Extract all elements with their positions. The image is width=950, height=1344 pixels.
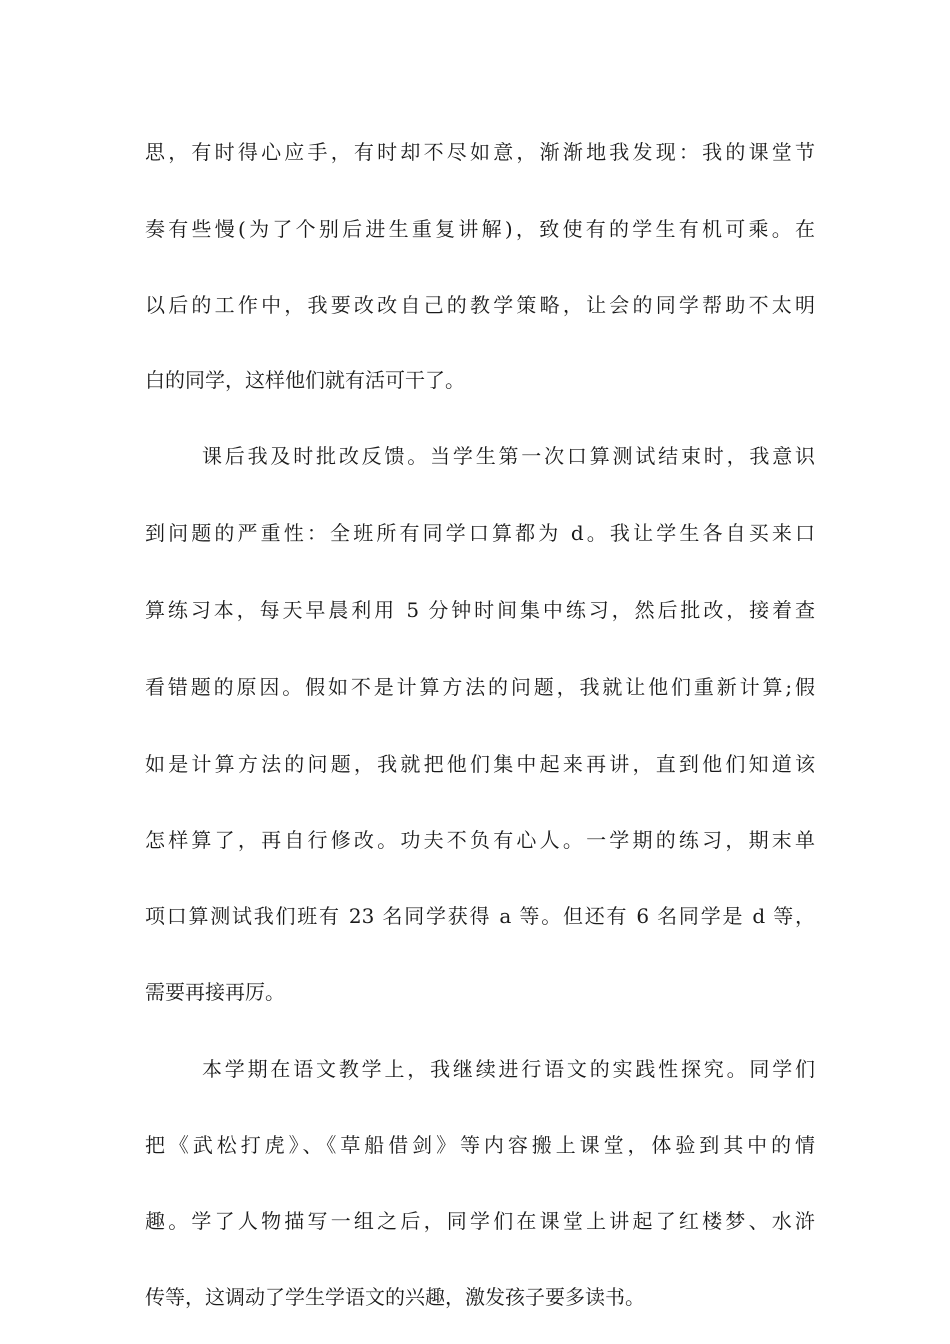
- paragraph-first-line: 本学期在语文教学上，我继续进行语文的实践性探究。同学们: [202, 1057, 815, 1081]
- text-line: 到问题的严重性：全班所有同学口算都为 d。我让学生各自买来口: [145, 521, 815, 545]
- text-line: 算练习本，每天早晨利用 5 分钟时间集中练习，然后批改，接着查: [145, 598, 815, 622]
- text-line: 传等，这调动了学生学语文的兴趣，激发孩子要多读书。: [145, 1285, 645, 1309]
- text-line: 以后的工作中，我要改改自己的教学策略，让会的同学帮助不太明: [145, 293, 815, 317]
- text-line: 奏有些慢(为了个别后进生重复讲解)，致使有的学生有机可乘。在: [145, 217, 815, 241]
- text-line: 看错题的原因。假如不是计算方法的问题，我就让他们重新计算;假: [145, 675, 815, 699]
- text-line: 如是计算方法的问题，我就把他们集中起来再讲，直到他们知道该: [145, 752, 815, 776]
- text-line: 怎样算了，再自行修改。功夫不负有心人。一学期的练习，期末单: [145, 828, 815, 852]
- text-line: 思，有时得心应手，有时却不尽如意，渐渐地我发现：我的课堂节: [145, 140, 815, 164]
- text-line: 白的同学，这样他们就有活可干了。: [145, 368, 465, 392]
- text-line: 把《武松打虎》、《草船借剑》等内容搬上课堂，体验到其中的情: [145, 1133, 815, 1157]
- text-line: 趣。学了人物描写一组之后，同学们在课堂上讲起了红楼梦、水浒: [145, 1209, 815, 1233]
- text-line: 项口算测试我们班有 23 名同学获得 a 等。但还有 6 名同学是 d 等，: [145, 904, 815, 928]
- paragraph-first-line: 课后我及时批改反馈。当学生第一次口算测试结束时，我意识: [202, 444, 815, 468]
- text-line: 需要再接再厉。: [145, 980, 285, 1004]
